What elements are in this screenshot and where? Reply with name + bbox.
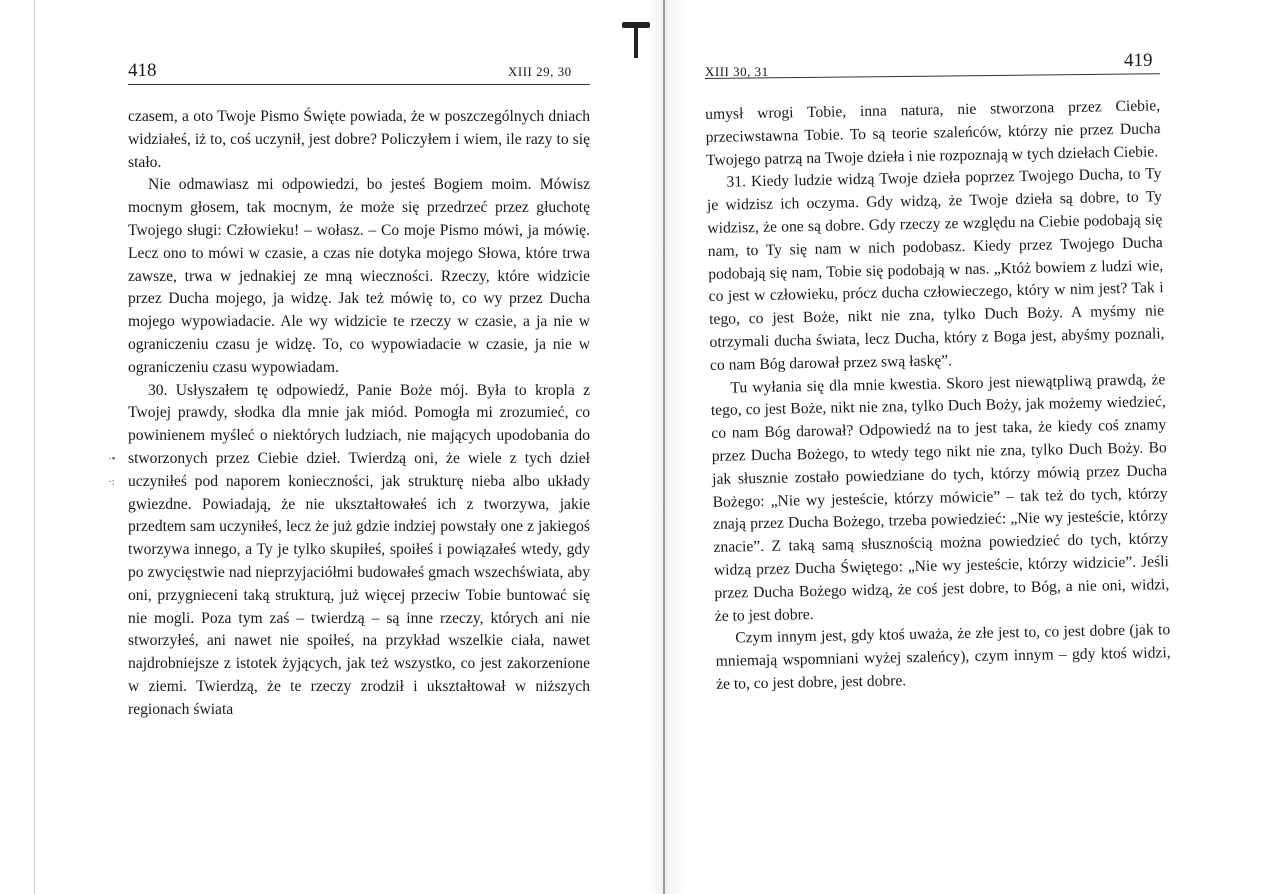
binding-clip-stem	[634, 24, 638, 58]
page-edge-shadow	[34, 0, 35, 894]
book-gutter	[663, 0, 665, 894]
left-page-number: 418	[128, 60, 157, 81]
margin-mark: ·•	[108, 453, 116, 465]
right-page-number: 419	[1124, 50, 1153, 71]
book-gutter-shadow	[645, 0, 685, 894]
paragraph: Tu wyłania się dla mnie kwestia. Skoro jest niewątpliwą prawdą, że tego, co jest Boże, nikt nie zna, tylko Duch Boży, jak możemy wiedzieć, co nam Bóg darował? Odpowiedź na to jest taka, że kiedy coś znamy przez Ducha Bożego, to wtedy tego nikt nie zna, tylko Duch Boży. Bo jak słusznie zostało powiedziane do tych, którzy mówią przez Ducha Bożego: „Nie wy jesteście, którzy mówicie” – tak też do tych, którzy znają przez Ducha Bożego, trzeba powiedzieć: „Nie wy jesteście, którzy znacie”. Z taką samą słusznością można powiedzieć do tych, którzy widzą przez Ducha Świętego: „Nie wy jesteście, którzy widzicie”. Jeśli przez Ducha Bożego widzą, że coś jest dobre, to Bóg, a nie oni, widzi, że to jest dobre.	[710, 370, 1170, 625]
paragraph: umysł wrogi Tobie, inna natura, nie stworzona przez Ciebie, przeciwstawna Tobie. To są teorie szaleńców, którzy nie przez Ducha Twojego patrzą na Twoje dzieła i nie rozpoznają w tych dziełach Ciebie.	[705, 97, 1161, 169]
margin-mark: ·:	[108, 476, 115, 488]
left-page-text	[128, 106, 590, 722]
right-page-text	[705, 95, 1171, 696]
right-header-rule	[705, 73, 1160, 79]
right-running-head: XIII 30, 31	[705, 64, 769, 79]
paragraph: 31. Kiedy ludzie widzą Twoje dzieła poprzez Twojego Ducha, to Ty je widzisz ich oczyma. Gdy widzą, że Twoje dzieła są dobre, to Ty widzisz, że one są dobre. Gdy rzeczy ze względu na Ciebie podobają się nam, to Ty się nam w nich podobasz. Kiedy przez Twojego Ducha podobają się nam, Tobie się podobają w nas. „Któż bowiem z ludzi wie, co jest w człowieku, prócz ducha człowieczego, który w nim jest? Tak i tego, co jest Boże, nikt nie zna, tylko Duch Boży. A myśmy nie otrzymali ducha świata, lecz Ducha, który z Boga jest, abyśmy poznali, co nam Bóg darował przez swą łaskę”.	[706, 165, 1165, 374]
paragraph: czasem, a oto Twoje Pismo Święte powiada, że w poszczególnych dniach widziałeś, iż to, coś uczynił, jest dobre? Policzyłem i wiem, ile razy to się stało.	[128, 108, 590, 171]
left-header-rule	[128, 84, 590, 85]
left-running-head: XIII 29, 30	[508, 64, 572, 79]
paragraph: 30. Usłyszałem tę odpowiedź, Panie Boże mój. Była to kropla z Twojej prawdy, słodka dla mnie jak miód. Pomogła mi zrozumieć, co powinienem myśleć o niektórych ludziach, nie mających upodobania do stworzonych przez Ciebie dzieł. Twierdzą oni, że wiele z tych dzieł uczyniłeś pod naporem konieczności, jak strukturę nieba albo układy gwiezdne. Powiadają, że nie ukształtowałeś ich z tworzywa, jakie przedtem sam uczyniłeś, lecz że już gdzie indziej powstały one z jakiegoś tworzywa innego, a Ty je tylko skupiłeś, spoiłeś i powiązałeś wtedy, gdy po zwycięstwie nad nieprzyjaciółmi budowałeś gmach wszechświata, aby oni, przygnieceni taką strukturą, już więcej przeciw Tobie buntować się nie mogli. Poza tym zaś – twierdzą – są inne rzeczy, których ani nie stworzyłeś, ani nawet nie spoiłeś, na przykład wszelkie ciała, nawet najdrobniejsze z istotek żyjących, jak też wszystko, co jest zakorzenione w ziemi. Twierdzą, że te rzeczy zrodził i ukształtował w niższych regionach świata	[128, 381, 590, 718]
paragraph: Czym innym jest, gdy ktoś uważa, że złe jest to, co jest dobre (jak to mniemają wspomniani wyżej szaleńcy), czym innym – gdy ktoś widzi, że to, co jest dobre, jest dobre.	[715, 621, 1171, 693]
paragraph: Nie odmawiasz mi odpowiedzi, bo jesteś Bogiem moim. Mówisz mocnym głosem, tak mocnym, że może się przedrzeć przez głuchotę Twojego sługi: Człowieku! – wołasz. – Co moje Pismo mówi, ja mówię. Lecz ono to mówi w czasie, a czas nie dotyka mojego Słowa, które trwa zawsze, trwa w jednakiej ze mną wieczności. Rzeczy, które widzicie przez Ducha mojego, ja widzę. Jak też mówię to, co wy przez Ducha mojego wypowiadacie. Ale wy widzicie te rzeczy w czasie, a ja nie w ograniczeniu czasu je widzę. To, co wypowiadacie w czasie, ja nie w ograniczeniu czasu wypowiadam.	[128, 176, 590, 376]
